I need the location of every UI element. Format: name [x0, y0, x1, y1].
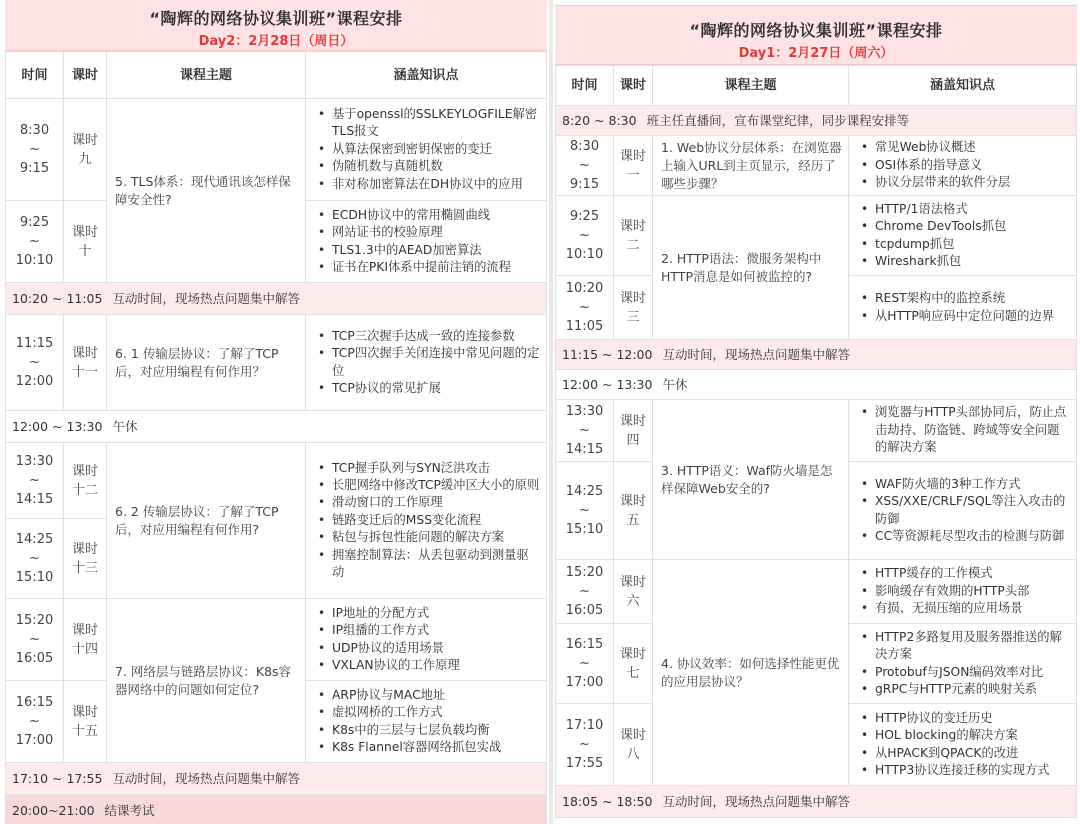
- list-item: • 影响缓存有效期的HTTP头部: [859, 583, 1070, 600]
- list-item: • 协议分层带来的软件分层: [859, 174, 1070, 191]
- break-text: 10:20 ~ 11:05 互动时间，现场热点问题集中解答: [6, 283, 547, 315]
- list-item: • 粘包与拆包性能问题的解决方案: [316, 529, 540, 546]
- session-points: [849, 624, 1077, 704]
- list-item: • 滑动窗口的工作原理: [316, 494, 540, 511]
- list-item: • 拥塞控制算法：从丢包驱动到测量驱动: [316, 547, 540, 582]
- list-item: • HTTP协议的变迁历史: [859, 710, 1070, 727]
- session-points: [849, 704, 1077, 786]
- session-lesson: 课时 八: [614, 704, 653, 786]
- session-topic: 7. 网络层与链路层协议：K8s容器网络中的问题如何定位?: [107, 599, 306, 763]
- list-item: • UDP协议的适用场景: [316, 640, 540, 657]
- list-item: • K8s Flannel容器网络抓包实战: [316, 739, 540, 756]
- session-points: [306, 443, 547, 599]
- session-time: 14:25 ~ 15:10: [556, 462, 614, 560]
- break-row: [556, 370, 1077, 400]
- list-item: • VXLAN协议的工作原理: [316, 657, 540, 674]
- list-item: • TLS1.3中的AEAD加密算法: [316, 242, 540, 259]
- list-item: • 从HTTP响应码中定位问题的边界: [859, 308, 1070, 325]
- session-lesson: 课时 二: [614, 196, 653, 276]
- session-lesson: 课时 十三: [64, 519, 107, 599]
- list-item: • OSI体系的指导意义: [859, 157, 1070, 174]
- session-lesson: 课时 十二: [64, 443, 107, 519]
- break-row: [556, 340, 1077, 370]
- table-row: [556, 560, 1077, 624]
- session-points: [849, 560, 1077, 624]
- opening-text: 8:20 ~ 8:30 班主任直播间，宣布课堂纪律，同步课程安排等: [556, 106, 1077, 136]
- session-time: 9:25 ~ 10:10: [6, 201, 64, 283]
- session-time: 15:20 ~ 16:05: [556, 560, 614, 624]
- table-row: [6, 99, 547, 201]
- break-row: [6, 411, 547, 443]
- session-topic: 3. HTTP语义：Waf防火墙是怎样保障Web安全的?: [653, 400, 849, 560]
- session-points: [306, 315, 547, 411]
- session-points: [849, 196, 1077, 276]
- col-points: 涵盖知识点: [849, 66, 1077, 106]
- session-lesson: 课时 十五: [64, 681, 107, 763]
- table-row: [556, 136, 1077, 196]
- session-lesson: 课时 五: [614, 462, 653, 560]
- day1-title: “陶辉的网络协议集训班”课程安排: [689, 21, 943, 40]
- session-time: 14:25 ~ 15:10: [6, 519, 64, 599]
- list-item: • XSS/XXE/CRLF/SQL等注入攻击的防御: [859, 493, 1070, 528]
- session-time: 8:30 ~ 9:15: [6, 99, 64, 201]
- list-item: • 证书在PKI体系中提前注销的流程: [316, 259, 540, 276]
- col-lesson: 课时: [64, 52, 107, 99]
- list-item: • 链路变迁后的MSS变化流程: [316, 512, 540, 529]
- list-item: • 非对称加密算法在DH协议中的应用: [316, 176, 540, 193]
- session-time: 8:30 ~ 9:15: [556, 136, 614, 196]
- list-item: • WAF防火墙的3种工作方式: [859, 476, 1070, 493]
- list-item: • HTTP缓存的工作模式: [859, 565, 1070, 582]
- session-points: [306, 201, 547, 283]
- list-item: • 浏览器与HTTP头部协同后，防止点击劫持、防盗链、跨域等安全问题的解决方案: [859, 404, 1070, 456]
- session-topic: 1. Web协议分层体系：在浏览器上输入URL到主页显示，经历了哪些步骤？: [653, 136, 849, 196]
- table-row: [6, 315, 547, 411]
- day2-schedule-panel: [5, 0, 547, 824]
- session-lesson: 课时 九: [64, 99, 107, 201]
- exam-text: 20:00~21:00 结课考试: [6, 795, 547, 824]
- session-topic: 5. TLS体系：现代通讯该怎样保障安全性?: [107, 99, 306, 283]
- session-topic: 4. 协议效率：如何选择性能更优的应用层协议？: [653, 560, 849, 786]
- day1-schedule-panel: [555, 0, 1077, 824]
- day2-header: [5, 0, 547, 51]
- session-time: 16:15 ~ 17:00: [6, 681, 64, 763]
- table-row: [6, 443, 547, 519]
- list-item: • TCP三次握手达成一致的连接参数: [316, 328, 540, 345]
- session-points: [849, 400, 1077, 462]
- day2-date: Day2：2月28日（周日）: [198, 34, 354, 49]
- list-item: • HTTP3协议连接迁移的实现方式: [859, 762, 1070, 779]
- session-topic: 2. HTTP语法：微服务架构中HTTP消息是如何被监控的?: [653, 196, 849, 340]
- session-points: [849, 462, 1077, 560]
- list-item: • IP组播的工作方式: [316, 622, 540, 639]
- session-points: [306, 99, 547, 201]
- session-time: 15:20 ~ 16:05: [6, 599, 64, 681]
- list-item: • 常见Web协议概述: [859, 139, 1070, 156]
- opening-row: [556, 106, 1077, 136]
- list-item: • tcpdump抓包: [859, 236, 1070, 253]
- session-lesson: 课时 十四: [64, 599, 107, 681]
- break-text: 12:00 ~ 13:30 午休: [556, 370, 1077, 400]
- session-lesson: 课时 十: [64, 201, 107, 283]
- list-item: • HTTP2多路复用及服务器推送的解决方案: [859, 629, 1070, 664]
- session-lesson: 课时 一: [614, 136, 653, 196]
- list-item: • 从算法保密到密钥保密的变迁: [316, 141, 540, 158]
- col-time: 时间: [556, 66, 614, 106]
- break-text: 18:05 ~ 18:50 互动时间，现场热点问题集中解答: [556, 786, 1077, 818]
- day1-header-row: [556, 66, 1077, 106]
- session-points: [849, 276, 1077, 340]
- session-time: 17:10 ~ 17:55: [556, 704, 614, 786]
- session-time: 10:20 ~ 11:05: [556, 276, 614, 340]
- session-time: 16:15 ~ 17:00: [556, 624, 614, 704]
- list-item: • 基于openssl的SSLKEYLOGFILE解密TLS报文: [316, 106, 540, 141]
- day1-date: Day1：2月27日（周六）: [738, 46, 894, 61]
- col-lesson: 课时: [614, 66, 653, 106]
- exam-row: [6, 795, 547, 824]
- session-points: [306, 681, 547, 763]
- list-item: • TCP协议的常见扩展: [316, 380, 540, 397]
- list-item: • 网站证书的校验原理: [316, 224, 540, 241]
- list-item: • 有损、无损压缩的应用场景: [859, 600, 1070, 617]
- day2-table: [5, 51, 547, 824]
- col-points: 涵盖知识点: [306, 52, 547, 99]
- table-row: [556, 400, 1077, 462]
- session-lesson: 课时 三: [614, 276, 653, 340]
- day2-header-row: [6, 52, 547, 99]
- col-topic: 课程主题: [107, 52, 306, 99]
- list-item: • TCP握手队列与SYN泛洪攻击: [316, 460, 540, 477]
- break-row: [556, 786, 1077, 818]
- session-lesson: 课时 六: [614, 560, 653, 624]
- session-time: 13:30 ~ 14:15: [6, 443, 64, 519]
- table-row: [6, 599, 547, 681]
- list-item: • REST架构中的监控系统: [859, 290, 1070, 307]
- session-topic: 6. 2 传输层协议：了解了TCP后，对应用编程有何作用?: [107, 443, 306, 599]
- break-row: [6, 283, 547, 315]
- list-item: • TCP四次握手关闭连接中常见问题的定位: [316, 345, 540, 380]
- panel-divider: [549, 0, 553, 824]
- session-time: 11:15 ~ 12:00: [6, 315, 64, 411]
- day1-table: [555, 65, 1077, 818]
- list-item: • 伪随机数与真随机数: [316, 158, 540, 175]
- break-text: 12:00 ~ 13:30 午休: [6, 411, 547, 443]
- session-time: 9:25 ~ 10:10: [556, 196, 614, 276]
- day1-header: [555, 5, 1077, 65]
- session-lesson: 课时 四: [614, 400, 653, 462]
- col-time: 时间: [6, 52, 64, 99]
- day2-title: “陶辉的网络协议集训班”课程安排: [149, 9, 403, 28]
- list-item: • 从HPACK到QPACK的改进: [859, 745, 1070, 762]
- list-item: • HTTP/1语法格式: [859, 201, 1070, 218]
- break-text: 17:10 ~ 17:55 互动时间，现场热点问题集中解答: [6, 763, 547, 795]
- list-item: • K8s中的三层与七层负载均衡: [316, 722, 540, 739]
- list-item: • Protobuf与JSON编码效率对比: [859, 664, 1070, 681]
- list-item: • ECDH协议中的常用椭圆曲线: [316, 207, 540, 224]
- list-item: • gRPC与HTTP元素的映射关系: [859, 681, 1070, 698]
- col-topic: 课程主题: [653, 66, 849, 106]
- session-points: [306, 599, 547, 681]
- list-item: • CC等资源耗尽型攻击的检测与防御: [859, 528, 1070, 545]
- break-text: 11:15 ~ 12:00 互动时间，现场热点问题集中解答: [556, 340, 1077, 370]
- list-item: • HOL blocking的解决方案: [859, 727, 1070, 744]
- session-time: 13:30 ~ 14:15: [556, 400, 614, 462]
- list-item: • 虚拟网桥的工作方式: [316, 704, 540, 721]
- table-row: [556, 196, 1077, 276]
- session-lesson: 课时 七: [614, 624, 653, 704]
- list-item: • Wireshark抓包: [859, 253, 1070, 270]
- session-points: [849, 136, 1077, 196]
- session-lesson: 课时 十一: [64, 315, 107, 411]
- list-item: • Chrome DevTools抓包: [859, 218, 1070, 235]
- session-topic: 6. 1 传输层协议：了解了TCP后，对应用编程有何作用？: [107, 315, 306, 411]
- list-item: • IP地址的分配方式: [316, 605, 540, 622]
- list-item: • ARP协议与MAC地址: [316, 687, 540, 704]
- break-row: [6, 763, 547, 795]
- list-item: • 长肥网络中修改TCP缓冲区大小的原则: [316, 477, 540, 494]
